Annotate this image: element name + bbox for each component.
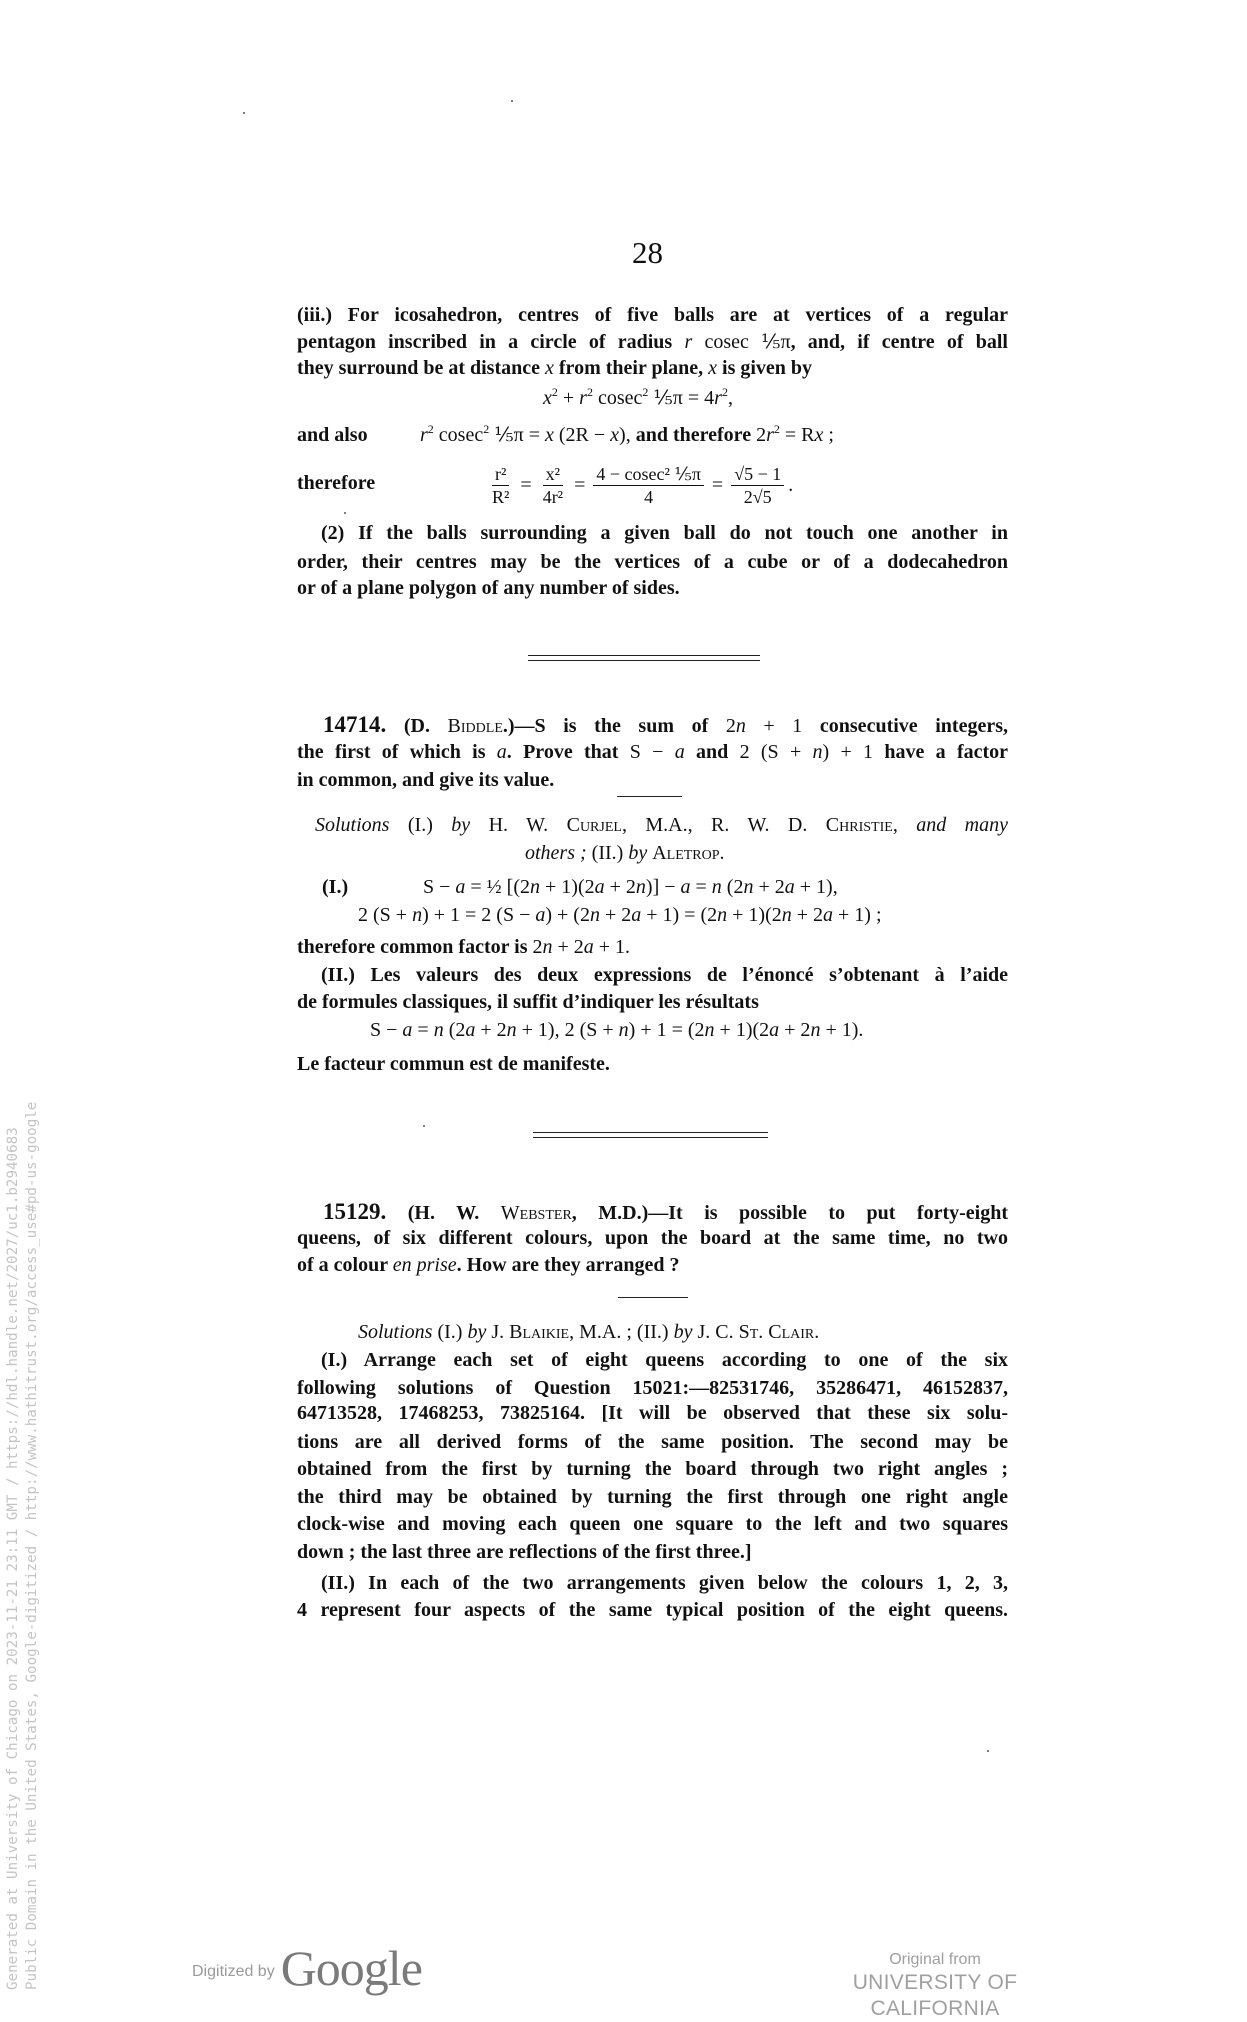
math-text: + 1) ; [833, 904, 882, 926]
math-text: a [496, 741, 507, 763]
math-text: n [542, 936, 553, 958]
math-text: = [412, 1019, 434, 1041]
fraction [489, 463, 512, 508]
text-line [297, 328, 1008, 356]
text-line [321, 1569, 1008, 1597]
text-run: en prise [392, 1254, 457, 1276]
math-text: a [674, 741, 685, 763]
scan-speck [423, 1125, 425, 1127]
text-run: tions are all derived forms of the same position. The second may be [297, 1431, 1008, 1453]
text-run: and therefore [635, 424, 757, 446]
text-run: Solutions [358, 1321, 433, 1343]
math-text: + 1), [794, 876, 838, 898]
math-text: 2 [773, 422, 780, 436]
denominator: 2√5 [743, 486, 772, 507]
text-run: Biddle [447, 715, 503, 737]
math-text: n [618, 1019, 629, 1041]
math-text: n [717, 904, 728, 926]
original-from-label: Original from [889, 1951, 981, 1968]
math-text: (I.) [389, 814, 452, 836]
math-text: x [543, 387, 552, 409]
numerator: x² [543, 463, 563, 486]
text-line [543, 384, 733, 412]
text-run: clock-wise and moving each queen one square to the left and two squares [297, 1513, 1008, 1535]
text-run: (2) If the balls surrounding a given ball do not touch one another in [321, 522, 1008, 544]
text-run: Blaikie [509, 1321, 570, 1343]
math-text: H. W. [470, 814, 567, 836]
math-text: n [743, 876, 754, 898]
text-line [297, 1050, 610, 1078]
math-text: + 2 [599, 904, 632, 926]
text-run: (I.) Arrange each set of eight queens according to one of the six [321, 1349, 1008, 1371]
text-line [358, 1318, 819, 1346]
text-run: Solutions [315, 814, 390, 836]
text-line [297, 933, 630, 961]
text-line [297, 548, 1008, 576]
math-text: ⅕π = 4 [648, 387, 715, 409]
math-text: 2 [427, 422, 434, 436]
watermark-line: Generated at University of Chicago on 2023-11-21 23:11 GMT / https://hdl.handle.net/2027/uc1.b2940683 [5, 1127, 21, 1990]
math-text: a [402, 1019, 413, 1041]
short-rule [617, 796, 682, 797]
math-text: , [727, 387, 733, 409]
equals-sign: = [520, 473, 532, 496]
math-text: x [544, 424, 554, 446]
text-run: others ; [525, 842, 587, 864]
text-run: . How are they arranged ? [456, 1254, 680, 1276]
text-line [321, 519, 1008, 547]
question-number: 15129. [323, 1199, 387, 1224]
math-text: a [769, 1019, 780, 1041]
text-line [297, 1510, 1008, 1538]
text-line [323, 1198, 1008, 1226]
text-run: (I.) [322, 876, 349, 898]
text-run: consecutive integers, [802, 715, 1008, 737]
denominator: 4 [644, 486, 654, 507]
text-run: (II.) Les valeurs des deux expressions de l’énoncé s’obtenant à l’aide [321, 964, 1008, 986]
text-run: the third may be obtained by turning the first through one right angle [297, 1486, 1008, 1508]
math-text: cosec ⅕π [692, 331, 791, 353]
math-text: + 1 [745, 715, 803, 737]
text-run: .)—S is the sum of [502, 715, 726, 737]
digitized-by-google [192, 1940, 422, 1996]
math-text: . [814, 1321, 820, 1343]
text-line [297, 1455, 1008, 1483]
text-run: and [684, 741, 740, 763]
math-text: a [680, 876, 691, 898]
math-text: n [711, 876, 722, 898]
math-text: r [579, 387, 587, 409]
math-text: (2 [443, 1019, 466, 1041]
text-run: de formules classiques, il suffit d’indiquer les résultats [297, 991, 759, 1013]
text-run: by [673, 1321, 693, 1343]
question-number: 14714. [323, 712, 387, 737]
math-text: x [545, 357, 554, 379]
math-text: cosec [433, 424, 484, 446]
text-line [420, 421, 834, 449]
institution-name: UNIVERSITY OF CALIFORNIA [852, 1971, 1018, 2020]
text-line [297, 1399, 1008, 1427]
text-run: , M.D.)—It is possible to put forty-eight [571, 1202, 1008, 1224]
text-line [297, 988, 759, 1016]
math-text: (2R − [553, 424, 611, 446]
fraction [731, 463, 784, 508]
text-run: 4 represent four aspects of the same typical position of the eight queens. [297, 1599, 1008, 1621]
math-text: + 1. [593, 936, 631, 958]
math-text: n [635, 876, 646, 898]
math-text: + 1) = (2 [641, 904, 718, 926]
math-text: ) + 1 [822, 741, 874, 763]
text-line [315, 811, 1008, 839]
text-run: following solutions of Question 15021:—82531746, 35286471, 46152837, [297, 1377, 1008, 1399]
math-text: 2 (S + [358, 904, 413, 926]
math-text: 2 [756, 424, 767, 446]
text-run: and many [916, 814, 1008, 836]
text-run: Webster [500, 1202, 572, 1224]
math-text: a [465, 1019, 476, 1041]
scan-speck [987, 1750, 989, 1752]
text-line [297, 738, 1008, 766]
math-text: n [781, 904, 792, 926]
text-line [297, 1224, 1008, 1252]
text-run: of a colour [297, 1254, 393, 1276]
math-text: . [719, 842, 725, 864]
digitized-by-label: Digitized by [192, 1963, 275, 1980]
fraction [540, 463, 566, 508]
text-run: and also [297, 424, 368, 446]
math-text: , M.A., R. W. D. [621, 814, 826, 836]
equals-sign: = [711, 473, 724, 496]
scan-speck [344, 512, 346, 514]
text-run: therefore common factor is [297, 936, 533, 958]
math-text: + 1)(2 [727, 904, 782, 926]
scan-speck [243, 112, 245, 114]
text-line [423, 873, 838, 901]
text-run: Christie [825, 814, 893, 836]
math-text: x [610, 424, 620, 446]
math-text: 2 [725, 715, 736, 737]
math-text: , [892, 814, 917, 836]
math-text: J. C. [692, 1321, 739, 1343]
text-line [370, 1016, 863, 1044]
text-run: pentagon inscribed in a circle of radius [297, 331, 685, 353]
math-text: S − [629, 741, 675, 763]
text-line [297, 1428, 1008, 1456]
math-text: ), [619, 424, 636, 446]
math-text: + [557, 387, 580, 409]
text-run: (iii.) For icosahedron, centres of five balls are at vertices of a regular [297, 304, 1008, 326]
google-logo: Google [280, 1940, 422, 1996]
math-text: S − [423, 876, 456, 898]
math-text: + 2 [604, 876, 636, 898]
text-run: is given by [717, 357, 813, 379]
math-text: a [594, 876, 605, 898]
text-run: Curjel [566, 814, 622, 836]
math-text: n [704, 1019, 715, 1041]
hathitrust-watermark [4, 990, 42, 1990]
math-text: x [814, 424, 824, 446]
numerator: 4 − cosec² ⅕π [593, 463, 704, 486]
math-text: (II.) [586, 842, 629, 864]
text-run: queens, of six different colours, upon the board at the same time, no two [297, 1227, 1008, 1249]
text-run: by [451, 814, 471, 836]
text-run: Le facteur commun est de manifeste. [297, 1053, 610, 1075]
math-text: = ½ [(2 [465, 876, 531, 898]
text-run: have a factor [873, 741, 1008, 763]
text-run: by [467, 1321, 487, 1343]
text-run: in common, and give its value. [297, 769, 555, 791]
text-run: therefore [297, 472, 376, 494]
math-text: a [455, 876, 466, 898]
math-text: ⅕π = [489, 424, 545, 446]
math-text: (2 [721, 876, 744, 898]
text-line [297, 1251, 680, 1279]
math-text: 2 [642, 385, 649, 399]
text-run: down ; the last three are reflections of the first three.] [297, 1541, 752, 1563]
section-divider-rule [533, 1132, 768, 1133]
text-line [297, 1483, 1008, 1511]
section-divider-rule [528, 655, 760, 656]
numerator: r² [492, 463, 509, 486]
math-text: ) + (2 [545, 904, 590, 926]
ratio-equation [485, 460, 793, 510]
math-text: 2 [721, 385, 728, 399]
text-run: Aletrop [652, 842, 720, 864]
math-text: n [735, 715, 746, 737]
text-run: order, their centres may be the vertices of a cube or of a dodecahedron [297, 551, 1008, 573]
denominator: 4r² [542, 486, 564, 507]
text-line [358, 901, 882, 929]
math-text: + 1). [820, 1019, 864, 1041]
math-text: n [506, 1019, 517, 1041]
math-text: cosec [592, 387, 643, 409]
text-run: (II.) In each of the two arrangements given below the colours 1, 2, 3, [321, 1572, 1008, 1594]
math-text: r [420, 424, 428, 446]
text-run: they surround be at distance [297, 357, 545, 379]
text-run: by [628, 842, 648, 864]
math-text: + 1)(2 [714, 1019, 770, 1041]
section-divider-rule [528, 660, 760, 661]
text-line [322, 873, 348, 901]
text-run: the first of which is [297, 741, 497, 763]
text-run: , and, if centre of ball [790, 331, 1008, 353]
math-text: r [766, 424, 774, 446]
math-text: + 2 [791, 904, 824, 926]
equals-sign: = [574, 473, 586, 496]
denominator: R² [492, 486, 510, 507]
math-text: ) + 1 = 2 (S − [422, 904, 536, 926]
text-line [323, 711, 1008, 739]
math-text: 2 [586, 385, 593, 399]
short-rule [618, 1297, 688, 1298]
math-text: 2 (S + [739, 741, 813, 763]
math-text: r [684, 331, 693, 353]
math-text: = R [779, 424, 815, 446]
math-text: n [433, 1019, 444, 1041]
fraction [593, 463, 704, 508]
text-line [321, 1346, 1008, 1374]
math-text: (I.) [432, 1321, 468, 1343]
text-line [297, 301, 1008, 329]
math-text: , M.A. ; (II.) [569, 1321, 674, 1343]
text-line [297, 354, 812, 382]
math-text: r [714, 387, 722, 409]
page-number: 28 [632, 235, 663, 270]
text-line [297, 469, 375, 497]
math-text: n [812, 741, 823, 763]
math-text: = [690, 876, 712, 898]
math-text: + 2 [779, 1019, 811, 1041]
text-run: 64713528, 17468253, 73825164. [It will be observed that these six solu- [297, 1402, 1008, 1424]
math-text: a [631, 904, 642, 926]
text-line [297, 421, 368, 449]
math-text: a [583, 936, 594, 958]
scan-speck [511, 100, 513, 102]
math-text: + 1)(2 [540, 876, 595, 898]
text-line [297, 1374, 1008, 1402]
text-line [297, 1538, 752, 1566]
math-text: + 2 [475, 1019, 507, 1041]
math-text: + 2 [753, 876, 785, 898]
math-text: )] − [645, 876, 681, 898]
math-text: n [589, 904, 600, 926]
watermark-line: Public Domain in the United States, Google-digitized / http://www.hathitrust.org/access_use#pd-us-google [24, 1101, 40, 1990]
math-text: J. [486, 1321, 510, 1343]
math-text: n [810, 1019, 821, 1041]
text-run: . Prove that [506, 741, 630, 763]
original-from [790, 1950, 1080, 2022]
text-line [525, 839, 725, 867]
text-run: St. Clair [738, 1321, 815, 1343]
math-text: + 1), 2 (S + [516, 1019, 619, 1041]
text-run: from their plane, [553, 357, 709, 379]
section-divider-rule [533, 1137, 768, 1138]
math-text: a [784, 876, 795, 898]
text-run: obtained from the first by turning the board through two right angles ; [297, 1458, 1008, 1480]
math-text: x [708, 357, 718, 379]
period: . [788, 473, 794, 496]
text-run: (D. [386, 715, 448, 737]
math-text: a [535, 904, 546, 926]
math-text: 2 [532, 936, 543, 958]
math-text: 2 [483, 422, 490, 436]
math-text: S − [370, 1019, 403, 1041]
math-text: n [412, 904, 423, 926]
text-line [297, 1596, 1008, 1624]
math-text: ) + 1 = (2 [628, 1019, 705, 1041]
math-text: a [823, 904, 834, 926]
text-line [297, 766, 554, 794]
text-run: or of a plane polygon of any number of sides. [297, 577, 680, 599]
math-text: 2 [551, 385, 558, 399]
math-text: ; [823, 424, 834, 446]
math-text: n [530, 876, 541, 898]
text-line [321, 961, 1008, 989]
text-run: (H. W. [386, 1202, 501, 1224]
text-line [297, 574, 680, 602]
math-text: + 2 [552, 936, 584, 958]
numerator: √5 − 1 [731, 463, 784, 486]
